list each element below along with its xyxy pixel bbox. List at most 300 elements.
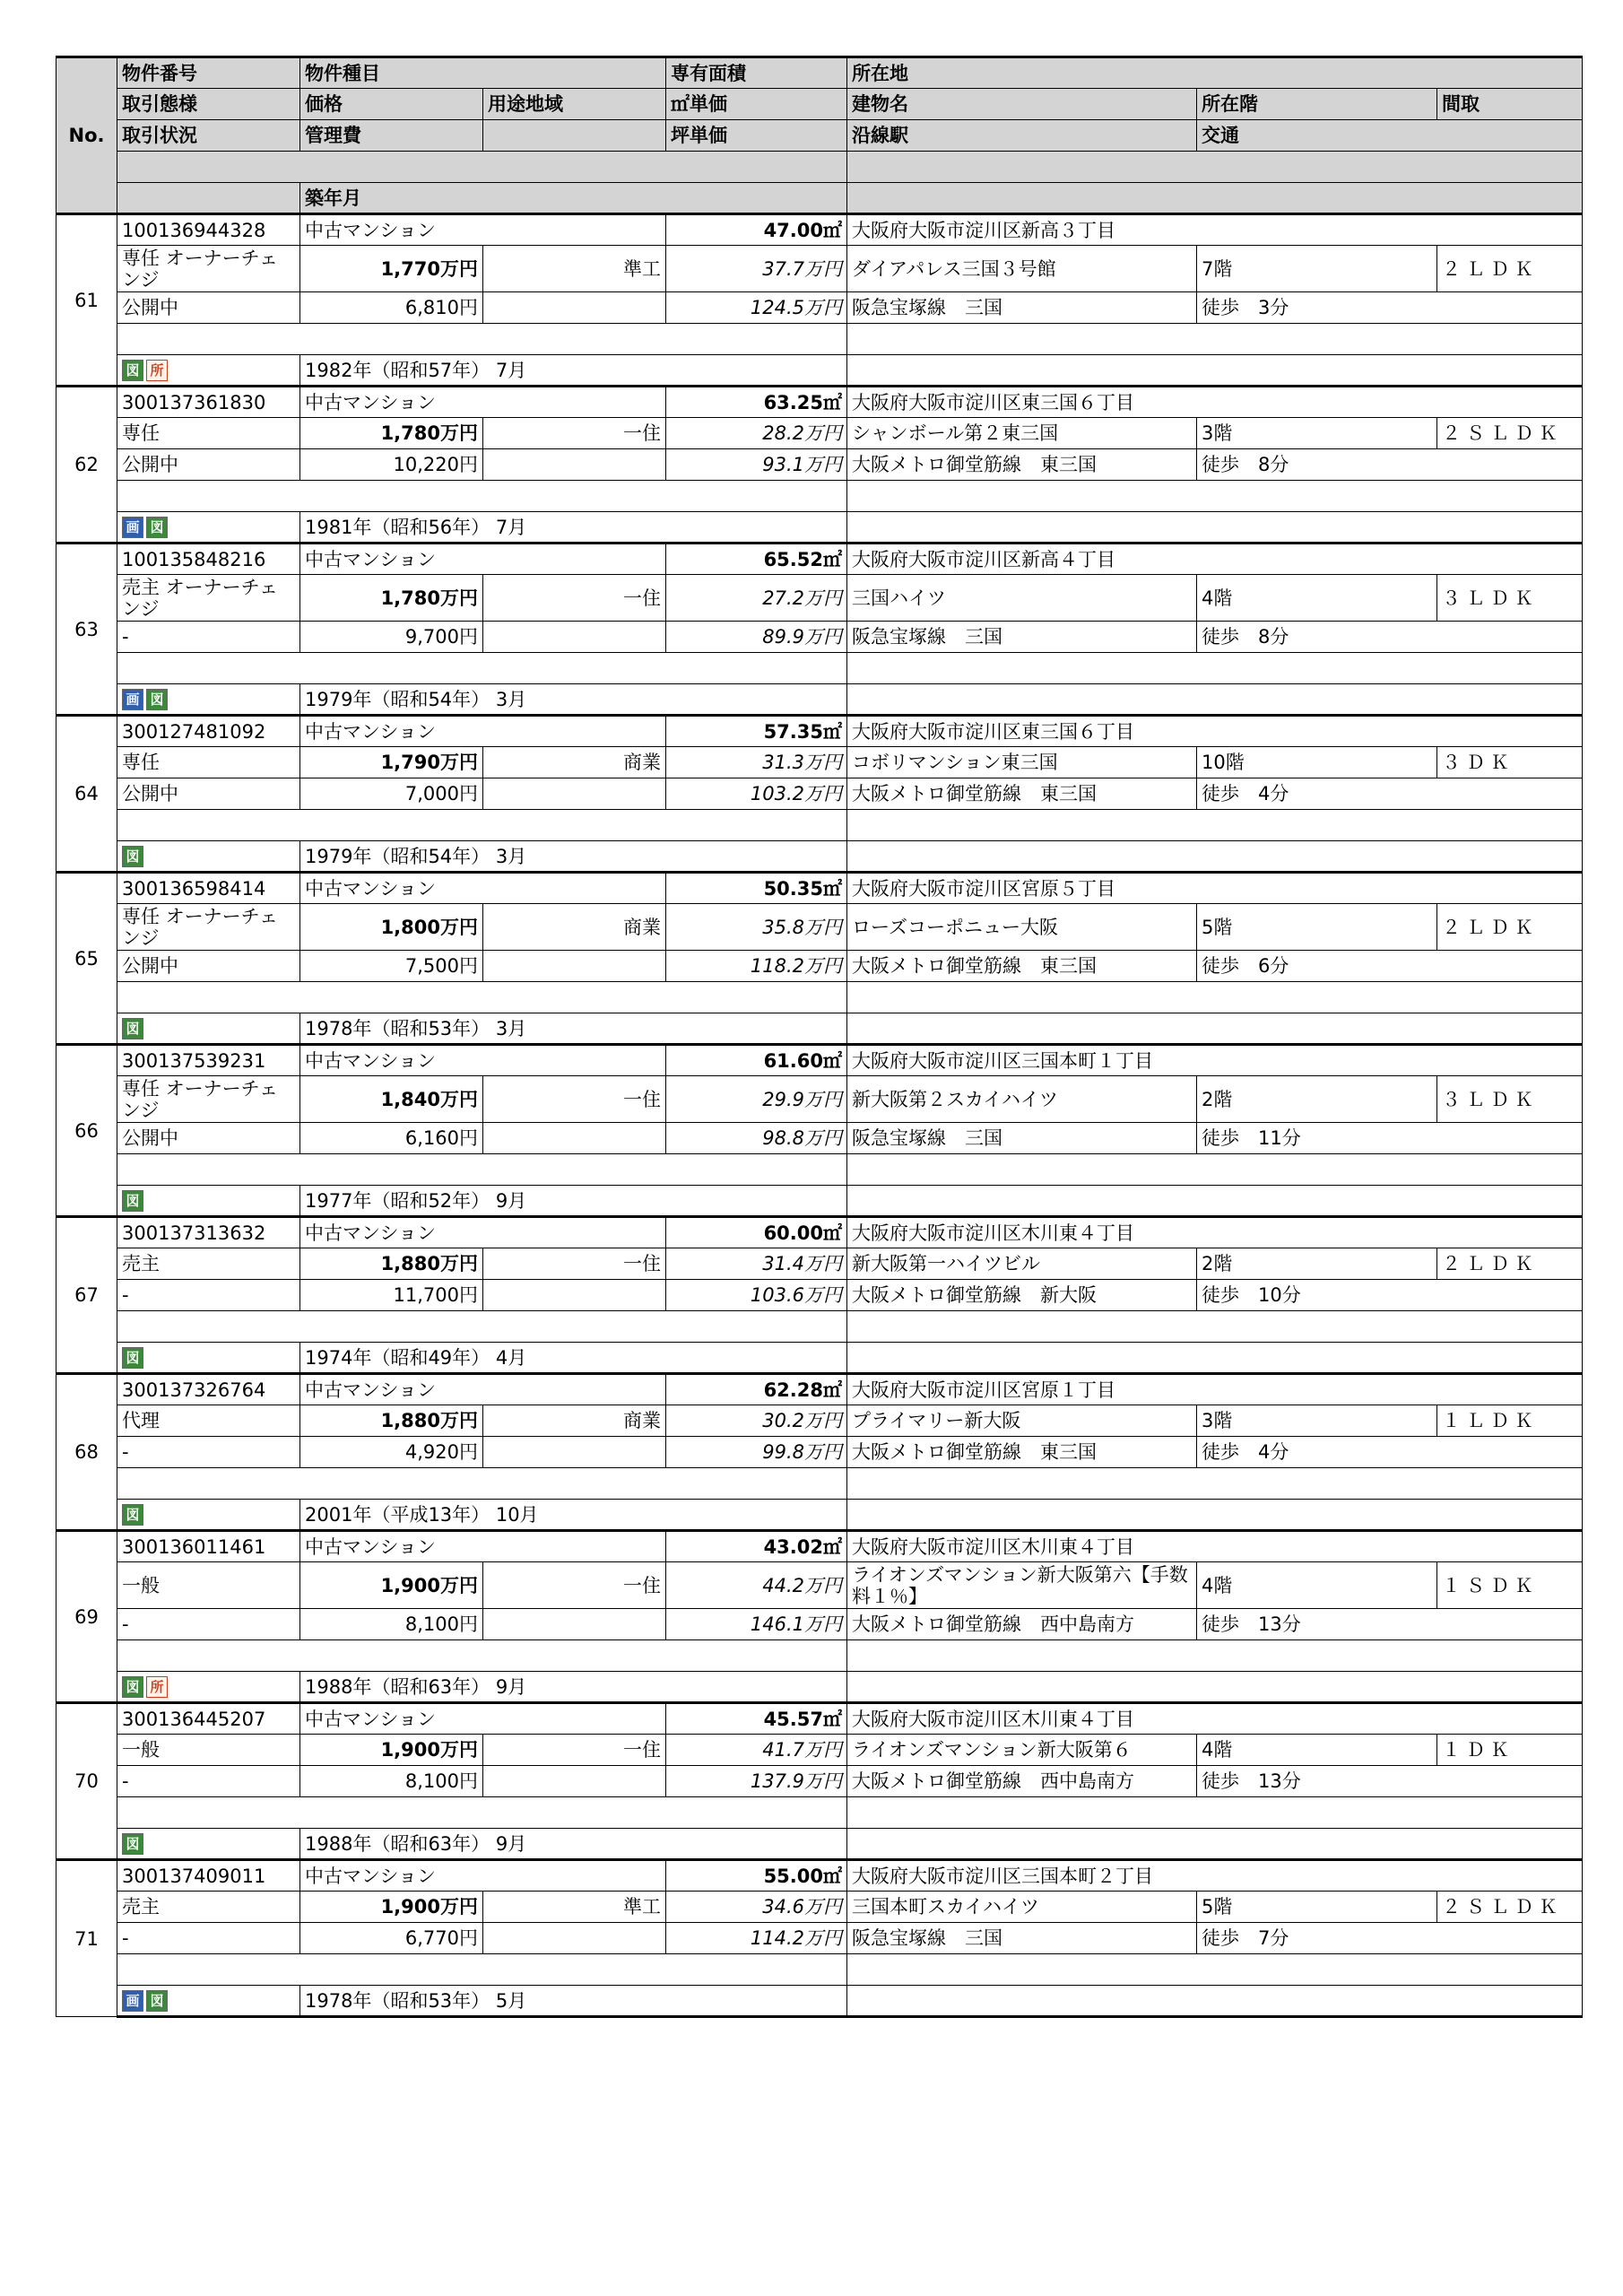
blank-right	[847, 481, 1583, 512]
deal-type: 一般	[117, 1562, 300, 1609]
property-type: 中古マンション	[300, 1531, 666, 1562]
building-name: 三国ハイツ	[847, 575, 1197, 622]
built-date: 1979年（昭和54年） 3月	[300, 841, 847, 873]
address: 大阪府大阪市淀川区宮原１丁目	[847, 1374, 1583, 1405]
listing-row-status	[56, 1766, 1583, 1797]
property-id: 300137361830	[117, 387, 300, 418]
blank-cell	[483, 1609, 666, 1640]
price: 1,800万円	[300, 904, 483, 951]
floorplan-icon[interactable]: 図	[146, 517, 168, 538]
price: 1,840万円	[300, 1076, 483, 1123]
tsubo-price: 103.2万円	[666, 778, 847, 810]
blank-cell	[483, 1766, 666, 1797]
zone: 一住	[483, 1076, 666, 1123]
built-date: 2001年（平成13年） 10月	[300, 1500, 847, 1531]
address: 大阪府大阪市淀川区木川東４丁目	[847, 1531, 1583, 1562]
area: 60.00㎡	[666, 1217, 847, 1248]
blank-built-right	[847, 1672, 1583, 1703]
access: 徒歩 4分	[1197, 1437, 1583, 1468]
photo-icon[interactable]: 画	[122, 689, 143, 710]
listing-row-status	[56, 951, 1583, 982]
listing-row-status	[56, 449, 1583, 481]
listing-row-blank	[56, 1154, 1583, 1186]
blank-left	[117, 481, 847, 512]
area: 45.57㎡	[666, 1703, 847, 1735]
train-line: 大阪メトロ御堂筋線 西中島南方	[847, 1766, 1197, 1797]
listing-row-status	[56, 1437, 1583, 1468]
building-name: ライオンズマンション新大阪第６	[847, 1735, 1197, 1766]
listing-row-blank	[56, 1954, 1583, 1986]
blank-cell	[483, 622, 666, 653]
listing-row-main	[56, 1860, 1583, 1892]
sqm-price: 30.2万円	[666, 1405, 847, 1437]
train-line: 大阪メトロ御堂筋線 東三国	[847, 951, 1197, 982]
blank-built-right	[847, 1986, 1583, 2017]
blank-built-right	[847, 1500, 1583, 1531]
header-blank-a	[117, 183, 300, 214]
layout: ２ＳＬＤＫ	[1437, 1892, 1583, 1923]
blank-right	[847, 1154, 1583, 1186]
zone: 一住	[483, 1248, 666, 1280]
price: 1,900万円	[300, 1892, 483, 1923]
blank-cell	[483, 778, 666, 810]
status: 公開中	[117, 778, 300, 810]
document-icons	[117, 1829, 300, 1860]
blank-cell	[483, 1280, 666, 1311]
blank-built-right	[847, 684, 1583, 716]
building-name: 新大阪第２スカイハイツ	[847, 1076, 1197, 1123]
floor: 2階	[1197, 1076, 1437, 1123]
layout: ３ＬＤＫ	[1437, 575, 1583, 622]
listing-row-main	[56, 873, 1583, 904]
deal-type: 売主 オーナーチェンジ	[117, 575, 300, 622]
property-id: 300137313632	[117, 1217, 300, 1248]
listing-row-built	[56, 1013, 1583, 1045]
header-row-1	[56, 57, 1583, 89]
zone: 商業	[483, 1405, 666, 1437]
management-fee: 7,000円	[300, 778, 483, 810]
sqm-price: 31.3万円	[666, 747, 847, 778]
photo-icon[interactable]: 画	[122, 517, 143, 538]
train-line: 大阪メトロ御堂筋線 東三国	[847, 1437, 1197, 1468]
floorplan-icon[interactable]: 図	[146, 1990, 168, 2012]
listing-row-status	[56, 292, 1583, 324]
listing-row-status	[56, 1280, 1583, 1311]
blank-right	[847, 324, 1583, 355]
blank-left	[117, 1640, 847, 1672]
header-tsubo-price: 坪単価	[666, 120, 847, 152]
price: 1,780万円	[300, 418, 483, 449]
header-sqm-price: ㎡単価	[666, 89, 847, 120]
sqm-price: 31.4万円	[666, 1248, 847, 1280]
listing-table	[56, 56, 1583, 2018]
tsubo-price: 98.8万円	[666, 1123, 847, 1154]
header-fee: 管理費	[300, 120, 483, 152]
blank-left	[117, 1797, 847, 1829]
price: 1,770万円	[300, 246, 483, 292]
tsubo-price: 146.1万円	[666, 1609, 847, 1640]
floorplan-icon[interactable]: 図	[146, 689, 168, 710]
blank-built-right	[847, 512, 1583, 544]
status: -	[117, 1923, 300, 1954]
address: 大阪府大阪市淀川区木川東４丁目	[847, 1217, 1583, 1248]
layout: ２ＳＬＤＫ	[1437, 418, 1583, 449]
built-date: 1982年（昭和57年） 7月	[300, 355, 847, 387]
access: 徒歩 8分	[1197, 449, 1583, 481]
sqm-price: 44.2万円	[666, 1562, 847, 1609]
zone: 商業	[483, 904, 666, 951]
floor: 5階	[1197, 904, 1437, 951]
status: -	[117, 1437, 300, 1468]
listing-row-blank	[56, 481, 1583, 512]
listing-row-main	[56, 1703, 1583, 1735]
zone: 一住	[483, 418, 666, 449]
floor: 3階	[1197, 418, 1437, 449]
deal-type: 専任 オーナーチェンジ	[117, 904, 300, 951]
zone: 一住	[483, 1562, 666, 1609]
blank-cell	[483, 1123, 666, 1154]
header-address: 所在地	[847, 57, 1583, 89]
floor: 4階	[1197, 575, 1437, 622]
listing-row-main	[56, 1374, 1583, 1405]
property-id: 300136598414	[117, 873, 300, 904]
management-fee: 6,770円	[300, 1923, 483, 1954]
area: 55.00㎡	[666, 1860, 847, 1892]
blank-right	[847, 1311, 1583, 1343]
listing-row-blank	[56, 1797, 1583, 1829]
listing-row-built	[56, 512, 1583, 544]
blank-built-right	[847, 1829, 1583, 1860]
listing-row-blank	[56, 810, 1583, 841]
sqm-price: 41.7万円	[666, 1735, 847, 1766]
built-date: 1974年（昭和49年） 4月	[300, 1343, 847, 1374]
listing-sheet	[56, 56, 1582, 2018]
building-name: 三国本町スカイハイツ	[847, 1892, 1197, 1923]
document-icons	[117, 1672, 300, 1703]
listing-row-blank	[56, 1468, 1583, 1500]
document-icons	[117, 512, 300, 544]
sqm-price: 29.9万円	[666, 1076, 847, 1123]
listing-row-deal	[56, 1892, 1583, 1923]
floorplan-icon[interactable]: 図	[122, 1504, 143, 1526]
property-type: 中古マンション	[300, 1703, 666, 1735]
blank-left	[117, 653, 847, 684]
property-id: 300137326764	[117, 1374, 300, 1405]
document-icons	[117, 1986, 300, 2017]
tsubo-price: 137.9万円	[666, 1766, 847, 1797]
access: 徒歩 13分	[1197, 1609, 1583, 1640]
zone: 一住	[483, 575, 666, 622]
built-date: 1978年（昭和53年） 5月	[300, 1986, 847, 2017]
listing-row-status	[56, 1923, 1583, 1954]
header-no: No.	[56, 57, 117, 214]
header-line: 沿線駅	[847, 120, 1197, 152]
property-id: 300127481092	[117, 716, 300, 747]
access: 徒歩 10分	[1197, 1280, 1583, 1311]
listing-row-status	[56, 622, 1583, 653]
header-floor: 所在階	[1197, 89, 1437, 120]
status: -	[117, 1766, 300, 1797]
listing-row-main	[56, 544, 1583, 575]
tsubo-price: 89.9万円	[666, 622, 847, 653]
address: 大阪府大阪市淀川区東三国６丁目	[847, 387, 1583, 418]
header-deal-type: 取引態様	[117, 89, 300, 120]
built-date: 1988年（昭和63年） 9月	[300, 1829, 847, 1860]
header-property-id: 物件番号	[117, 57, 300, 89]
management-fee: 9,700円	[300, 622, 483, 653]
listing-row-blank	[56, 982, 1583, 1013]
sqm-price: 34.6万円	[666, 1892, 847, 1923]
listing-row-main	[56, 1217, 1583, 1248]
listing-number: 70	[56, 1703, 117, 1860]
blank-right	[847, 1468, 1583, 1500]
listing-row-built	[56, 1186, 1583, 1217]
listing-row-status	[56, 1123, 1583, 1154]
layout: ３ＤＫ	[1437, 747, 1583, 778]
header-built: 築年月	[300, 183, 847, 214]
address: 大阪府大阪市淀川区宮原５丁目	[847, 873, 1583, 904]
listing-number: 67	[56, 1217, 117, 1374]
blank-cell	[483, 292, 666, 324]
floor: 4階	[1197, 1735, 1437, 1766]
floorplan-icon[interactable]: 図	[122, 1018, 143, 1039]
floorplan-icon[interactable]: 図	[122, 360, 143, 381]
document-icons	[117, 1186, 300, 1217]
listing-row-deal	[56, 1562, 1583, 1609]
listing-number: 62	[56, 387, 117, 544]
status: -	[117, 622, 300, 653]
header-blank	[483, 120, 666, 152]
tsubo-price: 99.8万円	[666, 1437, 847, 1468]
header-row-3	[56, 120, 1583, 152]
listing-number: 61	[56, 214, 117, 387]
listing-row-built	[56, 1986, 1583, 2017]
header-area: 専有面積	[666, 57, 847, 89]
blank-right	[847, 1954, 1583, 1986]
zone: 一住	[483, 1735, 666, 1766]
floorplan-icon[interactable]: 図	[122, 1676, 143, 1698]
price: 1,900万円	[300, 1735, 483, 1766]
layout: １ＳＤＫ	[1437, 1562, 1583, 1609]
document-icons	[117, 841, 300, 873]
listing-number: 69	[56, 1531, 117, 1703]
property-id: 300136445207	[117, 1703, 300, 1735]
tsubo-price: 114.2万円	[666, 1923, 847, 1954]
tsubo-price: 118.2万円	[666, 951, 847, 982]
document-icons	[117, 684, 300, 716]
header-blank-b	[847, 183, 1583, 214]
property-type: 中古マンション	[300, 716, 666, 747]
building-name: シャンボール第２東三国	[847, 418, 1197, 449]
listing-row-built	[56, 355, 1583, 387]
area: 63.25㎡	[666, 387, 847, 418]
document-icons	[117, 1500, 300, 1531]
tsubo-price: 93.1万円	[666, 449, 847, 481]
listing-row-blank	[56, 324, 1583, 355]
built-date: 1979年（昭和54年） 3月	[300, 684, 847, 716]
document-icons	[117, 1013, 300, 1045]
blank-right	[847, 982, 1583, 1013]
property-id: 100135848216	[117, 544, 300, 575]
blank-left	[117, 1311, 847, 1343]
sqm-price: 27.2万円	[666, 575, 847, 622]
zone: 商業	[483, 747, 666, 778]
listing-row-blank	[56, 1311, 1583, 1343]
deal-type: 売主	[117, 1892, 300, 1923]
address: 大阪府大阪市淀川区新高４丁目	[847, 544, 1583, 575]
floor: 2階	[1197, 1248, 1437, 1280]
floorplan-icon[interactable]: 図	[122, 1833, 143, 1855]
blank-cell	[483, 951, 666, 982]
train-line: 阪急宝塚線 三国	[847, 1923, 1197, 1954]
building-name: 新大阪第一ハイツビル	[847, 1248, 1197, 1280]
listing-row-deal	[56, 575, 1583, 622]
property-type: 中古マンション	[300, 1860, 666, 1892]
header-building: 建物名	[847, 89, 1197, 120]
access: 徒歩 8分	[1197, 622, 1583, 653]
listing-row-built	[56, 841, 1583, 873]
blank-built-right	[847, 355, 1583, 387]
layout: ２ＬＤＫ	[1437, 1248, 1583, 1280]
area: 61.60㎡	[666, 1045, 847, 1076]
management-fee: 6,810円	[300, 292, 483, 324]
management-fee: 8,100円	[300, 1609, 483, 1640]
header-layout: 間取	[1437, 89, 1583, 120]
access: 徒歩 7分	[1197, 1923, 1583, 1954]
listing-number: 64	[56, 716, 117, 873]
built-date: 1988年（昭和63年） 9月	[300, 1672, 847, 1703]
listing-row-deal	[56, 1735, 1583, 1766]
area: 47.00㎡	[666, 214, 847, 246]
header-row-2	[56, 89, 1583, 120]
listing-row-main	[56, 214, 1583, 246]
listing-row-status	[56, 1609, 1583, 1640]
blank-right	[847, 653, 1583, 684]
area: 57.35㎡	[666, 716, 847, 747]
train-line: 大阪メトロ御堂筋線 西中島南方	[847, 1609, 1197, 1640]
property-type: 中古マンション	[300, 214, 666, 246]
building-name: プライマリー新大阪	[847, 1405, 1197, 1437]
listing-row-main	[56, 716, 1583, 747]
price: 1,880万円	[300, 1248, 483, 1280]
address: 大阪府大阪市淀川区東三国６丁目	[847, 716, 1583, 747]
status: 公開中	[117, 951, 300, 982]
listing-row-deal	[56, 1248, 1583, 1280]
management-fee: 11,700円	[300, 1280, 483, 1311]
address: 大阪府大阪市淀川区三国本町１丁目	[847, 1045, 1583, 1076]
train-line: 阪急宝塚線 三国	[847, 292, 1197, 324]
floorplan-icon[interactable]: 図	[122, 846, 143, 867]
blank-right	[847, 1797, 1583, 1829]
floorplan-icon[interactable]: 図	[122, 1190, 143, 1212]
sqm-price: 28.2万円	[666, 418, 847, 449]
management-fee: 8,100円	[300, 1766, 483, 1797]
floor: 7階	[1197, 246, 1437, 292]
price: 1,880万円	[300, 1405, 483, 1437]
listing-row-deal	[56, 1405, 1583, 1437]
train-line: 大阪メトロ御堂筋線 東三国	[847, 449, 1197, 481]
listing-row-built	[56, 1829, 1583, 1860]
management-fee: 4,920円	[300, 1437, 483, 1468]
property-id: 300137409011	[117, 1860, 300, 1892]
management-fee: 6,160円	[300, 1123, 483, 1154]
blank-left	[117, 324, 847, 355]
train-line: 阪急宝塚線 三国	[847, 622, 1197, 653]
train-line: 大阪メトロ御堂筋線 新大阪	[847, 1280, 1197, 1311]
listing-row-blank	[56, 1640, 1583, 1672]
zone: 準工	[483, 1892, 666, 1923]
floor: 3階	[1197, 1405, 1437, 1437]
built-date: 1978年（昭和53年） 3月	[300, 1013, 847, 1045]
document-icons	[117, 1343, 300, 1374]
deal-type: 一般	[117, 1735, 300, 1766]
area: 43.02㎡	[666, 1531, 847, 1562]
blank-left	[117, 982, 847, 1013]
blank-cell	[483, 1437, 666, 1468]
blank-left	[117, 810, 847, 841]
location-icon[interactable]: 所	[146, 360, 168, 381]
tsubo-price: 124.5万円	[666, 292, 847, 324]
train-line: 大阪メトロ御堂筋線 東三国	[847, 778, 1197, 810]
property-type: 中古マンション	[300, 1217, 666, 1248]
listing-row-main	[56, 1531, 1583, 1562]
built-date: 1981年（昭和56年） 7月	[300, 512, 847, 544]
zone: 準工	[483, 246, 666, 292]
listing-row-built	[56, 1343, 1583, 1374]
deal-type: 売主	[117, 1248, 300, 1280]
building-name: ローズコーポニュー大阪	[847, 904, 1197, 951]
blank-left	[117, 1154, 847, 1186]
header-price: 価格	[300, 89, 483, 120]
layout: ２ＬＤＫ	[1437, 904, 1583, 951]
listing-row-deal	[56, 246, 1583, 292]
status: -	[117, 1609, 300, 1640]
layout: １ＬＤＫ	[1437, 1405, 1583, 1437]
deal-type: 専任 オーナーチェンジ	[117, 1076, 300, 1123]
listing-row-blank	[56, 653, 1583, 684]
price: 1,780万円	[300, 575, 483, 622]
blank-left	[117, 1954, 847, 1986]
header-row-4	[56, 152, 1583, 183]
area: 50.35㎡	[666, 873, 847, 904]
listing-row-built	[56, 1500, 1583, 1531]
header-property-type: 物件種目	[300, 57, 666, 89]
access: 徒歩 11分	[1197, 1123, 1583, 1154]
building-name: ライオンズマンション新大阪第六【手数料１％】	[847, 1562, 1197, 1609]
deal-type: 代理	[117, 1405, 300, 1437]
floor: 4階	[1197, 1562, 1437, 1609]
listing-row-status	[56, 778, 1583, 810]
blank-left	[117, 1468, 847, 1500]
listing-number: 65	[56, 873, 117, 1045]
property-type: 中古マンション	[300, 544, 666, 575]
property-id: 300136011461	[117, 1531, 300, 1562]
property-type: 中古マンション	[300, 1045, 666, 1076]
location-icon[interactable]: 所	[146, 1676, 168, 1698]
access: 徒歩 13分	[1197, 1766, 1583, 1797]
listing-row-built	[56, 684, 1583, 716]
building-name: ダイアパレス三国３号館	[847, 246, 1197, 292]
status: -	[117, 1280, 300, 1311]
floorplan-icon[interactable]: 図	[122, 1347, 143, 1369]
header-blank-left	[117, 152, 847, 183]
sqm-price: 35.8万円	[666, 904, 847, 951]
address: 大阪府大阪市淀川区三国本町２丁目	[847, 1860, 1583, 1892]
property-type: 中古マンション	[300, 1374, 666, 1405]
photo-icon[interactable]: 画	[122, 1990, 143, 2012]
price: 1,900万円	[300, 1562, 483, 1609]
access: 徒歩 3分	[1197, 292, 1583, 324]
